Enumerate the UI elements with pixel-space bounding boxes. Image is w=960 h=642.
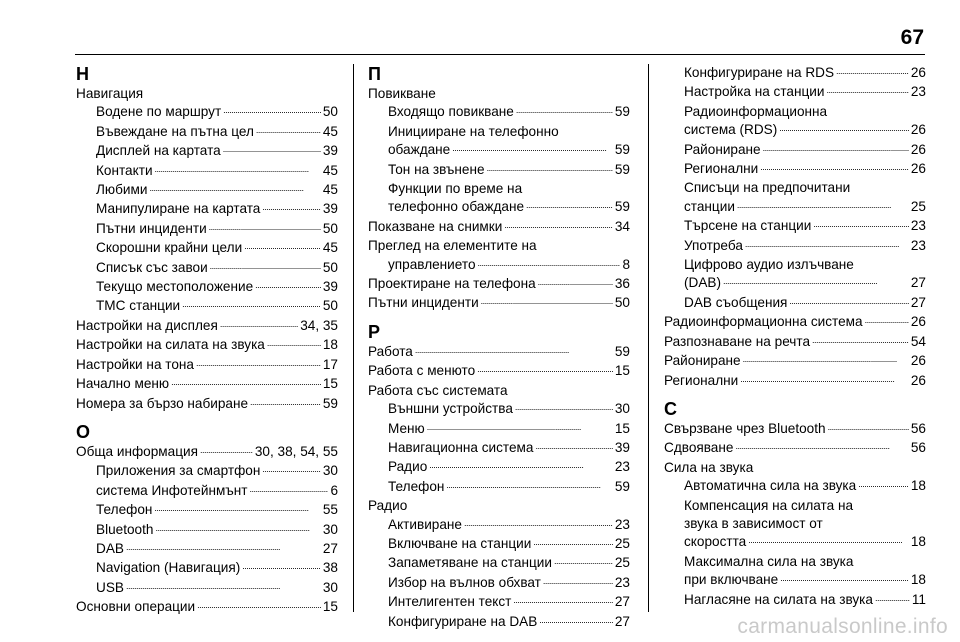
dot-leader xyxy=(223,100,321,119)
index-entry-page: 27 xyxy=(322,540,338,556)
index-entry-page: 6 xyxy=(330,482,338,498)
dot-leader xyxy=(858,474,909,493)
index-text-line: Компенсация на силата на xyxy=(684,497,854,513)
column-divider-1 xyxy=(353,64,354,612)
index-entry-page: 26 xyxy=(910,122,926,138)
dot-leader xyxy=(255,275,321,294)
index-entry-page: 23 xyxy=(614,459,630,475)
index-text-line: Навигация xyxy=(76,86,144,101)
index-entry-page: 27 xyxy=(910,275,926,291)
index-entry-page: 59 xyxy=(614,104,630,120)
index-entry-label: Текущо местоположение xyxy=(96,279,254,295)
dot-leader xyxy=(223,139,321,158)
dot-leader xyxy=(515,397,613,416)
dot-leader xyxy=(210,256,321,275)
index-entry-page: 23 xyxy=(614,516,630,532)
index-entry-label: Свързване чрез Bluetooth xyxy=(664,420,826,436)
index-entry-page: 59 xyxy=(614,142,630,158)
index-letter-heading: О xyxy=(76,421,91,442)
index-text-line: Работа със системата xyxy=(368,382,508,398)
index-entry-page: 25 xyxy=(614,535,630,551)
dot-leader xyxy=(826,80,908,99)
dot-leader xyxy=(779,118,909,137)
index-entry-label: Водене по маршрут xyxy=(96,104,222,120)
dot-leader xyxy=(209,217,321,236)
index-entry-label: Пътни инциденти xyxy=(368,295,479,311)
dot-leader xyxy=(429,455,613,474)
index-entry-label: Настройки на силата на звука xyxy=(76,337,265,353)
index-entry-page: 26 xyxy=(910,372,926,388)
dot-leader xyxy=(197,595,321,614)
index-entry-page: 50 xyxy=(322,298,338,314)
dot-leader xyxy=(262,459,321,478)
index-entry-label: телефонно обаждане xyxy=(388,199,525,215)
index-entry-label: DAB xyxy=(96,540,124,556)
index-entry xyxy=(664,533,926,552)
index-entry-label: Обща информация xyxy=(76,443,198,459)
index-entry-label: Включване на станции xyxy=(388,535,532,551)
index-entry-label: станции xyxy=(684,198,735,214)
index-entry-label: Bluetooth xyxy=(96,521,154,537)
index-entry-label: Конфигуриране на DAB xyxy=(388,613,538,629)
index-entry xyxy=(368,478,630,497)
index-entry-page: 55 xyxy=(322,502,338,518)
index-entry-page: 17 xyxy=(322,356,338,372)
index-entry xyxy=(368,161,630,180)
dot-leader xyxy=(155,159,321,178)
index-text-line: Радио xyxy=(368,498,408,514)
dot-leader xyxy=(149,178,320,197)
index-letter-heading: Н xyxy=(76,64,89,84)
dot-leader xyxy=(200,440,253,459)
index-entry-page: 50 xyxy=(322,104,338,120)
index-entry-page: 59 xyxy=(614,478,630,494)
index-entry-page: 18 xyxy=(910,572,926,588)
index-entry-page: 45 xyxy=(322,123,338,139)
index-entry-label: Радио xyxy=(388,459,428,475)
header-rule xyxy=(75,54,925,55)
dot-leader xyxy=(812,330,909,349)
index-column-2 xyxy=(368,64,630,632)
index-entry-page: 30 xyxy=(322,579,338,595)
dot-leader xyxy=(875,588,910,607)
dot-leader xyxy=(478,253,621,272)
index-entry-page: 59 xyxy=(322,395,338,411)
dot-leader xyxy=(538,272,613,291)
index-entry-page: 30 xyxy=(322,521,338,537)
index-letter-heading: С xyxy=(664,398,677,419)
index-entry-label: Търсене на станции xyxy=(684,218,812,234)
index-entry xyxy=(664,83,926,102)
index-text-line: Повикване xyxy=(368,86,436,101)
index-text-line: звука в зависимост от xyxy=(684,515,823,531)
dot-leader xyxy=(780,568,909,587)
dot-leader xyxy=(504,215,613,234)
index-entry-label: Интелигентен текст xyxy=(388,594,512,610)
dot-leader xyxy=(182,294,321,313)
index-entry-page: 23 xyxy=(910,218,926,234)
dot-leader xyxy=(745,234,909,253)
dot-leader xyxy=(535,436,612,455)
index-entry-label: Начално меню xyxy=(76,376,170,392)
index-entry-label: TMC станции xyxy=(96,298,181,314)
index-entry xyxy=(664,372,926,391)
index-entry-label: Нагласяне на силата на звука xyxy=(684,591,873,607)
dot-leader xyxy=(196,353,321,372)
index-column-1 xyxy=(76,64,338,618)
dot-leader xyxy=(244,236,321,255)
index-entry-page: 26 xyxy=(910,65,926,80)
index-entry-label: Основни операции xyxy=(76,599,196,615)
index-entry-page: 26 xyxy=(910,141,926,157)
index-entry-page: 39 xyxy=(322,279,338,295)
dot-leader xyxy=(763,138,909,157)
index-entry xyxy=(76,395,338,414)
index-entry-page: 15 xyxy=(614,420,630,436)
dot-leader xyxy=(543,571,613,590)
index-entry-label: Настройка на станции xyxy=(684,84,825,100)
index-entry-label: Скорошни крайни цели xyxy=(96,240,243,256)
index-text-line: Цифрово аудио излъчване xyxy=(684,257,854,273)
index-entry-page: 25 xyxy=(910,198,926,214)
dot-leader xyxy=(256,120,321,139)
index-entry-page: 39 xyxy=(322,201,338,217)
index-entry xyxy=(664,477,926,496)
index-entry-label: Регионални xyxy=(684,161,759,177)
index-entry-label: обаждане xyxy=(388,142,451,158)
dot-leader xyxy=(533,532,613,551)
index-entry-page: 18 xyxy=(322,337,338,353)
index-entry-page: 11 xyxy=(911,591,926,607)
index-entry-label: Приложения за смартфон xyxy=(96,463,261,479)
index-entry-page: 15 xyxy=(322,599,338,615)
dot-leader xyxy=(250,479,329,498)
dot-leader xyxy=(737,195,909,214)
dot-leader xyxy=(554,551,613,570)
index-entry-label: Разпознаване на речта xyxy=(664,333,811,349)
index-entry-page: 39 xyxy=(614,439,630,455)
index-entry-label: при включване xyxy=(684,572,779,588)
index-entry xyxy=(664,237,926,256)
index-entry-label: Любими xyxy=(96,182,148,198)
index-entry-label: (DAB) xyxy=(684,275,722,291)
dot-leader xyxy=(813,214,909,233)
index-entry-label: Райониране xyxy=(684,141,761,157)
watermark: carmanualsonline.info xyxy=(737,615,948,638)
index-entry-page: 23 xyxy=(910,237,926,253)
index-letter-heading: Р xyxy=(368,321,381,342)
index-entry-label: Настройки на дисплея xyxy=(76,317,218,333)
index-entry-label: Навигационна система xyxy=(388,439,534,455)
dot-leader xyxy=(481,291,613,310)
index-entry-page: 30 xyxy=(322,463,338,479)
dot-leader xyxy=(452,138,613,157)
index-text-line: Функции по време на xyxy=(388,181,523,197)
index-entry-label: Регионални xyxy=(664,372,739,388)
index-entry xyxy=(368,218,630,237)
index-entry-label: Тон на звънене xyxy=(388,161,485,177)
column-divider-2 xyxy=(648,64,649,612)
index-entry-label: Настройки на тона xyxy=(76,356,194,372)
dot-leader xyxy=(516,100,613,119)
index-entry xyxy=(664,160,926,179)
index-entry-page: 30, 38, 54, 55 xyxy=(254,443,338,459)
index-entry-page: 50 xyxy=(322,259,338,275)
dot-leader xyxy=(446,475,612,494)
index-text-line: Сила на звука xyxy=(664,459,754,475)
index-text-line: Списъци на предпочитани xyxy=(684,180,851,196)
index-entry-label: Манипулиране на картата xyxy=(96,201,261,217)
dot-leader xyxy=(427,417,613,436)
index-entry-page: 23 xyxy=(910,84,926,100)
index-text-line: Преглед на елементите на xyxy=(368,238,537,254)
index-entry-page: 26 xyxy=(910,161,926,177)
index-entry xyxy=(664,439,926,458)
index-entry-page: 26 xyxy=(910,314,926,330)
index-entry-page: 15 xyxy=(322,376,338,392)
index-entry-page: 45 xyxy=(322,182,338,198)
index-letter-heading: П xyxy=(368,64,381,84)
index-entry xyxy=(368,362,630,381)
index-entry-label: система (RDS) xyxy=(684,122,778,138)
index-entry xyxy=(76,297,338,316)
index-entry-page: 18 xyxy=(910,534,926,550)
index-column-3 xyxy=(664,64,926,610)
dot-leader xyxy=(539,610,613,629)
index-entry-label: скоростта xyxy=(684,534,747,550)
index-entry-page: 27 xyxy=(614,613,630,629)
index-entry-label: Списък със завои xyxy=(96,259,208,275)
index-entry-label: USB xyxy=(96,579,124,595)
index-text-line: Радиоинформационна xyxy=(684,103,828,119)
dot-leader xyxy=(415,340,613,359)
dot-leader xyxy=(513,590,612,609)
index-text-line: Иницииране на телефонно xyxy=(388,123,559,139)
index-entry xyxy=(368,294,630,313)
index-entry-page: 34 xyxy=(614,218,630,234)
index-entry-page: 34, 35 xyxy=(300,317,338,333)
index-entry-label: Конфигуриране на RDS xyxy=(684,65,835,80)
index-entry-page: 26 xyxy=(910,353,926,369)
index-entry-page: 18 xyxy=(910,478,926,494)
dot-leader xyxy=(220,314,298,333)
index-entry-page: 59 xyxy=(614,343,630,359)
index-entry-label: управлението xyxy=(388,256,476,272)
dot-leader xyxy=(526,195,613,214)
dot-leader xyxy=(487,158,613,177)
dot-leader xyxy=(865,310,909,329)
index-text-line: Максимална сила на звука xyxy=(684,553,854,569)
dot-leader xyxy=(262,197,321,216)
index-entry xyxy=(664,591,926,610)
index-entry-label: Автоматична сила на звука xyxy=(684,478,857,494)
index-entry-label: Сдвояване xyxy=(664,440,734,456)
index-entry-label: Избор на вълнов обхват xyxy=(388,574,541,590)
dot-leader xyxy=(740,369,909,388)
index-entry-page: 56 xyxy=(910,420,926,436)
dot-leader xyxy=(267,333,321,352)
dot-leader xyxy=(836,61,909,80)
index-entry-label: Проектиране на телефона xyxy=(368,276,536,292)
dot-leader xyxy=(126,537,321,556)
dot-leader xyxy=(723,271,909,290)
index-entry-label: DAB съобщения xyxy=(684,294,788,310)
dot-leader xyxy=(171,372,321,391)
index-entry xyxy=(368,103,630,122)
dot-leader xyxy=(477,359,613,378)
index-entry-label: Употреба xyxy=(684,237,743,253)
index-entry-label: Входящо повикване xyxy=(388,104,514,120)
index-entry-page: 38 xyxy=(322,560,338,576)
index-entry-label: Показване на снимки xyxy=(368,218,503,234)
index-entry-page: 30 xyxy=(614,401,630,417)
index-entry-label: Работа xyxy=(368,343,413,359)
index-entry-label: Райониране xyxy=(664,353,741,369)
index-entry-page: 56 xyxy=(910,440,926,456)
dot-leader xyxy=(748,530,909,549)
index-entry-page: 36 xyxy=(614,276,630,292)
index-entry-label: Телефон xyxy=(96,502,153,518)
index-entry-label: Външни устройства xyxy=(388,401,513,417)
index-entry-page: 27 xyxy=(614,594,630,610)
index-entry-page: 15 xyxy=(614,363,630,379)
index-entry-page: 50 xyxy=(614,295,630,311)
index-entry-label: Радиоинформационна система xyxy=(664,314,863,330)
index-entry xyxy=(368,613,630,632)
index-entry-page: 54 xyxy=(910,333,926,349)
index-entry-label: Navigation (Навигация) xyxy=(96,560,241,576)
index-entry-label: Активиране xyxy=(388,516,462,532)
page-number: 67 xyxy=(900,26,924,49)
index-entry-label: Номера за бързо набиране xyxy=(76,395,249,411)
index-entry-label: Дисплей на картата xyxy=(96,143,221,159)
dot-leader xyxy=(760,157,909,176)
dot-leader xyxy=(154,498,320,517)
index-entry-page: 50 xyxy=(322,220,338,236)
dot-leader xyxy=(155,518,320,537)
index-entry xyxy=(76,598,338,617)
index-entry-label: Въвеждане на пътна цел xyxy=(96,123,254,139)
index-entry-page: 23 xyxy=(614,574,630,590)
index-entry-page: 45 xyxy=(322,240,338,256)
index-entry-page: 27 xyxy=(910,294,926,310)
dot-leader xyxy=(250,392,321,411)
index-entry-label: Контакти xyxy=(96,162,153,178)
dot-leader xyxy=(242,556,321,575)
dot-leader xyxy=(789,291,908,310)
dot-leader xyxy=(743,349,909,368)
index-entry-label: Работа с менюто xyxy=(368,363,476,379)
index-entry-page: 39 xyxy=(322,143,338,159)
dot-leader xyxy=(126,576,321,595)
index-entry-label: Пътни инциденти xyxy=(96,220,207,236)
dot-leader xyxy=(464,513,613,532)
index-entry-page: 25 xyxy=(614,555,630,571)
index-entry-page: 45 xyxy=(322,162,338,178)
index-entry-page: 59 xyxy=(614,199,630,215)
index-entry-label: система Инфотейнмънт xyxy=(96,482,248,498)
index-entry-label: Телефон xyxy=(388,478,445,494)
dot-leader xyxy=(735,436,908,455)
index-entry-label: Меню xyxy=(388,420,425,436)
index-entry-page: 59 xyxy=(614,161,630,177)
index-entry-page: 8 xyxy=(622,256,630,272)
index-entry-label: Запаметяване на станции xyxy=(388,555,552,571)
dot-leader xyxy=(828,417,909,436)
